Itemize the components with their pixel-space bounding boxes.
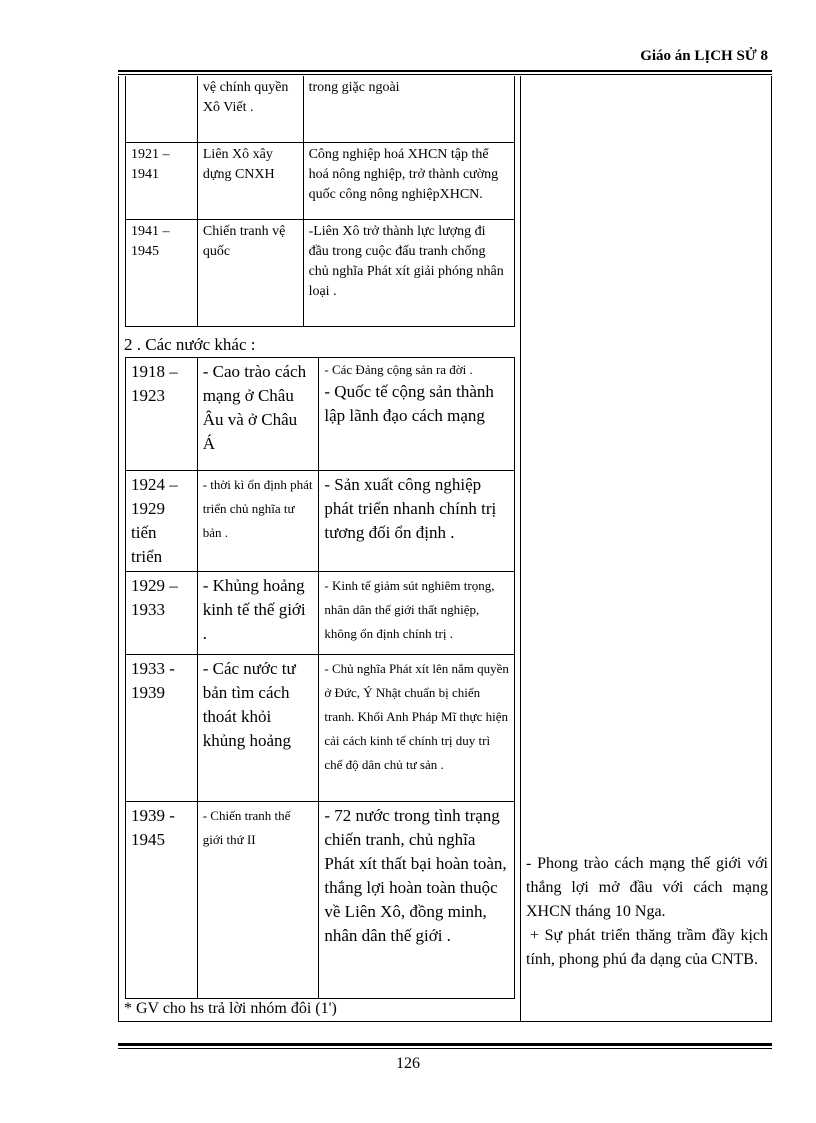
period-cell: 1921 – 1941	[126, 143, 198, 220]
table-row	[126, 76, 515, 143]
event-cell: Chiến tranh vệ quốc	[197, 220, 303, 327]
table-row	[126, 471, 515, 572]
other-countries-table	[125, 357, 515, 999]
footer-rule-thin	[118, 1048, 772, 1049]
table-row	[126, 143, 515, 220]
teacher-note: * GV cho hs trả lời nhóm đôi (1')	[124, 1000, 337, 1017]
event-cell: - Các nước tư bản tìm cách thoát khỏi khủng hoảng	[197, 655, 319, 802]
page-number: 126	[396, 1055, 420, 1072]
result-cell: trong giặc ngoài	[303, 76, 514, 143]
period-cell	[126, 76, 198, 143]
event-cell: vệ chính quyền Xô Viết .	[197, 76, 303, 143]
result-cell	[319, 358, 515, 471]
header-rule-thin	[118, 74, 772, 75]
period-cell: 1924 – 1929 tiến triển	[126, 471, 198, 572]
soviet-table	[125, 76, 515, 327]
period-cell: 1941 –1945	[126, 220, 198, 327]
result-cell: -Liên Xô trở thành lực lượng đi đầu trong cuộc đấu tranh chống chủ nghĩa Phát xít giải phóng nhân loại .	[303, 220, 514, 327]
result-main: - Quốc tế cộng sản thành lập lãnh đạo cách mạng	[324, 382, 494, 425]
table-row	[126, 220, 515, 327]
right-note-2: + Sự phát triển thăng trầm đầy kịch tính, phong phú đa dạng của CNTB.	[526, 927, 768, 968]
period-cell: 1918 – 1923	[126, 358, 198, 471]
result-cell: - Chủ nghĩa Phát xít lên nắm quyền ở Đức, Ý Nhật chuẩn bị chiến tranh. Khối Anh Pháp Mĩ thực hiện cải cách kinh tế chính trị duy trì chế độ dân chủ tư sản .	[319, 655, 515, 802]
result-cell: - Sản xuất công nghiệp phát triển nhanh chính trị tương đối ổn định .	[319, 471, 515, 572]
period-cell: 1929 – 1933	[126, 572, 198, 655]
header-rule	[118, 70, 772, 72]
page-header-title: Giáo án LỊCH SỬ 8	[640, 48, 768, 64]
event-cell: - Chiến tranh thế giới thứ II	[197, 802, 319, 999]
right-note-1: - Phong trào cách mạng thế giới với thắng lợi mở đầu với cách mạng XHCN tháng 10 Nga.	[526, 855, 768, 920]
event-cell: - Khủng hoảng kinh tế thế giới .	[197, 572, 319, 655]
section-heading: 2 . Các nước khác :	[124, 335, 256, 354]
result-cell: - Kinh tế giảm sút nghiêm trọng, nhân dân thế giới thất nghiệp, không ổn định chính trị .	[319, 572, 515, 655]
result-cell: Công nghiệp hoá XHCN tập thể hoá nông nghiệp, trở thành cường quốc công nông nghiệpXHCN.	[303, 143, 514, 220]
table-row	[126, 572, 515, 655]
column-divider	[520, 76, 521, 1022]
event-cell: Liên Xô xây dựng CNXH	[197, 143, 303, 220]
table-row	[126, 358, 515, 471]
right-column-notes	[526, 852, 768, 972]
result-cell: - 72 nước trong tình trạng chiến tranh, chủ nghĩa Phát xít thất bại hoàn toàn, thắng lợi hoàn toàn thuộc về Liên Xô, đồng minh, nhân dân thế giới .	[319, 802, 515, 999]
period-cell: 1933 - 1939	[126, 655, 198, 802]
event-cell: - Cao trào cách mạng ở Châu Âu và ở Châu Á	[197, 358, 319, 471]
table-row	[126, 655, 515, 802]
result-note: - Các Đảng cộng sản ra đời .	[324, 362, 473, 377]
event-cell: - thời kì ổn định phát triển chủ nghĩa tư bản .	[197, 471, 319, 572]
period-cell: 1939 - 1945	[126, 802, 198, 999]
footer-rule	[118, 1043, 772, 1046]
table-row	[126, 802, 515, 999]
